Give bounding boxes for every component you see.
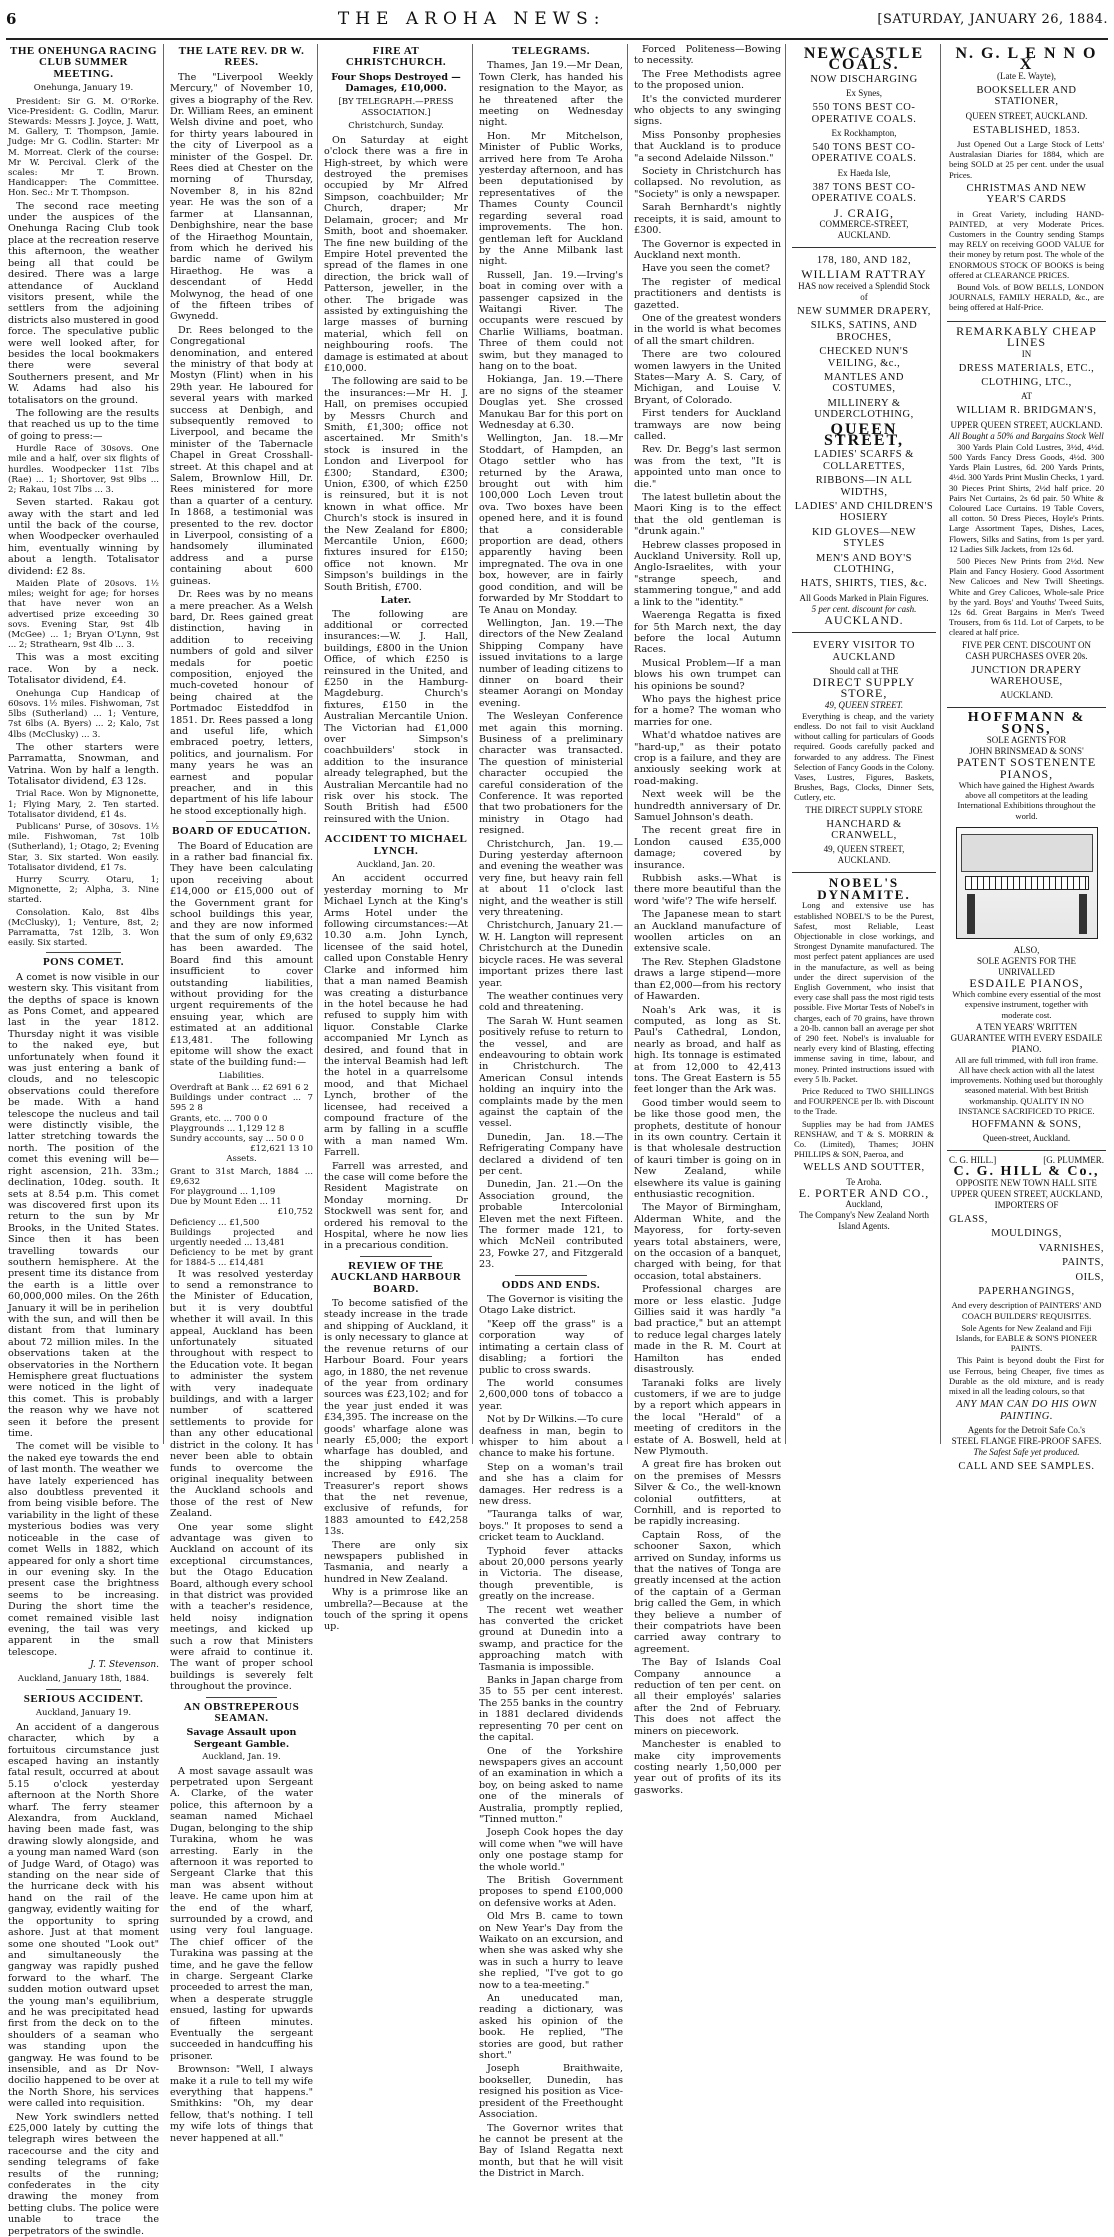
ad-line: 550 TONS BEST CO-OPERATIVE COALS. [811, 102, 917, 125]
divider [360, 1256, 432, 1257]
ledger [170, 1071, 313, 1269]
ad-advertiser: E. PORTER AND CO., [798, 1185, 930, 1200]
ad-hoffmann-pianos [947, 708, 1106, 1151]
race-result: Maiden Plate of 20sovs. 1½ miles; weight for age; for horses that have never won an advertised prize exceeding 30 sovs. Evening Star, 9st 4lb (McGee) ... 1; Bryan O'Lynn, 9st ... 2; Strathearn, 9st 4lb ... 3. [8, 579, 159, 651]
odds-item: Joseph Cook hopes the day will come when "we will have only one postage stamp for the whole world." [479, 1827, 623, 1873]
telegram-item: Thames, Jan 19.—Mr Dean, Town Clerk, has handed his resignation to the Mayor, as he threatened after the meeting on Wednesday night. [479, 60, 623, 129]
ad-body: 300 Yards Plain Cold Lustres, 3½d, 4½d. 500 Yards Fancy Dress Goods, 4½d. 300 Yards Plain Lustres, 6d. 200 Yards Prints, 4½d. 300 Yards Print Muslin Checks, 1 yard. 30 Pieces Print Shirts, 2½d half price. 20 Pairs Net Curtains, 2s 6d pair. 50 White & Coloured Lace Curtains. 19 Table Covers, all cotton. 50 Dress Pieces, Hoyle's Prints. Large Assortment Tapes, Dishes, Laces, Flowers, Silks and Satins, from 1s per yard. 12 Ladies Silk Jackets, from 12s 6d. [949, 441, 1104, 554]
ad-line: MOULDINGS, [991, 1228, 1062, 1240]
ad-line: OILS, [1075, 1271, 1104, 1283]
subheadline: Later. [380, 595, 412, 607]
odds-item: Sarah Bernhardt's nightly receipts, it is said, amount to £300. [634, 202, 781, 237]
column-divider [940, 44, 941, 1444]
ad-line: Ex Synes, [846, 88, 882, 99]
ad-line: MANTLES AND COSTUMES, [824, 371, 904, 395]
ad-body: All are full trimmed, with full iron frame. All have check action with all the latest improvements. Nothing used but thoroughly seasoned material. With best British workmanship. QUALITY IN NO INSTANCE SACRIFICED TO PRICE. [950, 1054, 1103, 1116]
ledger-row: Playgrounds ... 1,129 12 8 [170, 1123, 285, 1134]
ad-line: NOW DISCHARGING [810, 73, 918, 85]
ledger-row: Deficiency to be met by grant for 1884-5 ... £14,481 [170, 1248, 313, 1269]
headline-education: BOARD OF EDUCATION. [172, 825, 311, 838]
ad-line: SILKS, SATINS, AND BROCHES, [810, 320, 918, 343]
ad-body: And every description of PAINTERS' AND COACH BUILDERS' REQUISITES. [951, 1300, 1102, 1321]
ledger-heading: Assets. [226, 1154, 257, 1165]
telegram-item: The Wesleyan Conference met again this morning. Business of a preliminary character was transacted. The question of ministerial character occupied the careful consideration of the Conference. It was reported that two probationers for the ministry in Otago had resigned. [479, 711, 623, 837]
odds-item: The Free Methodists agree to the proposed union. [634, 68, 781, 92]
column-divider [627, 44, 628, 1444]
column-3 [320, 44, 472, 1633]
odds-item: Society in Christchurch has collapsed. No revolution, as "Society" is only a newspaper. [634, 166, 781, 200]
odds-item: Joseph Braithwaite, bookseller, Dunedin, has resigned his position as Vice-president of the Freethought Association. [479, 2063, 623, 2121]
odds-item: Taranaki folks are lively customers, if we are to judge by a report which appears in the local "Herald" of a meeting of creditors in the estate of A. Boswell, held at New Plymouth. [634, 1377, 781, 1457]
ad-address: AUCKLAND. [824, 612, 904, 627]
headline-harbour: REVIEW OF THE AUCKLAND HARBOUR BOARD. [330, 1259, 462, 1295]
ad-advertiser: HANCHARD & CRANWELL, [826, 818, 902, 842]
ad-line: A TEN YEARS' WRITTEN GUARANTEE WITH EVERY ESDAILE PIANO. [950, 1021, 1103, 1054]
ad-line: LADIES' SCARFS & COLLARETTES, [814, 449, 914, 472]
odds-item: Waerenga Regatta is fixed for 5th March next, the day before the local Autumn Races. [634, 610, 781, 656]
article-paragraph: The comet will be visible to the naked eye towards the end of last month. The weather we have lately experienced has also doubtless prevented it from being visible before. The variability in the light of these mysterious bodies was very noticeable in the case of comet Wells in 1882, which appeared for only a short time in our evening sky. In the present case the brightness seems to be increasing. During the short time the comet remained visible last evening, the tail was very apparent in the small telescope. [8, 1441, 159, 1658]
article-paragraph: The following are additional or corrected insurances:—W. J. Hall, buildings, £800 in the Union Office, of which £250 is reinsured in the United, and £250 in the Hamburg-Magdeburg. Church's fixtures, £150 in the Australian Mercantile Union. The Victorian had £1,000 over Simpson's coachbuilders' stock in addition to the insurance already telegraphed, but the Australian Mercantile had no risk over his stock. The South British had £500 reinsured with the Union. [324, 608, 468, 825]
article-paragraph: Dr. Rees was by no means a mere preacher. As a Welsh bard, Dr. Rees gained great distinction, having in addition to receiving numbers of gold and silver medals for poetic composition, enjoyed the much-coveted honour of being chaired at the Portmadoc Eisteddfod in 1851. Dr. Rees passed a long and useful life, which embraced poetry, letters, politics, and journalism. For many years he was an earnest and popular preacher, and in this department of his life labour he stood exceptionally high. [170, 589, 313, 817]
article-paragraph: A most savage assault was perpetrated upon Sergeant A. Clarke, of the water police, this afternoon by a seaman named Michael Dugan, belonging to the ship Turakina, whom he was arresting. Early in the afternoon it was reported to Sergeant Clarke that this man was absent without leave. He came upon him at the end of the wharf, surrounded by a crowd, and using very foul language. The chief officer of the Turakina was passing at the time, and he gave the fellow in charge. Sergeant Clarke proceeded to arrest the man, when a desperate struggle ensued, lasting for upwards of fifteen minutes. Eventually the sergeant succeeded in handcuffing his prisoner. [170, 1765, 313, 2062]
piano-leg [1079, 894, 1087, 934]
odds-item: The latest bulletin about the Maori King is to the effect that the old gentleman is "drunk again." [634, 492, 781, 538]
odds-item: "Keep off the grass" is a corporation way of intimating a certain class of disabling; a fortiori the public to cross swards. [479, 1318, 623, 1376]
ad-body: in Great Variety, including HAND-PAINTED, at very Moderate Prices. Customers in the Country sending Stamps may RELY on receiving GOOD VALUE for their money by return post. The whole of the ENORMOUS STOCK OF BOOKS is being offered at CLEARANCE PRICES. [949, 208, 1104, 280]
odds-item: The Mayor of Birmingham, Alderman White, and the Mayoress, for forty-seven years total abstainers, were, on the occasion of a banquet, charged with being, for that occasion, total abstainers. [634, 1202, 781, 1282]
ad-line: 178, 180, AND 182, [816, 255, 912, 267]
ad-address: Queen-street, Auckland. [982, 1133, 1071, 1144]
odds-item: The Governor is expected in Auckland next month. [634, 238, 781, 261]
ad-line: The Safest Safe yet produced. [973, 1446, 1080, 1457]
ad-address: AUCKLAND. [837, 855, 891, 866]
odds-item: The Rev. Stephen Gladstone draws a large stipend—more than £2,000—from his rectory of Hawarden. [634, 956, 781, 1003]
press-credit: [BY TELEGRAPH.—PRESS ASSOCIATION.] [338, 96, 454, 119]
ad-title: NOBEL'S DYNAMITE. [817, 875, 911, 902]
newspaper-title: THE AROHA NEWS: [337, 9, 606, 29]
ad-address: Auckland, [845, 1199, 883, 1210]
ad-address: UPPER QUEEN STREET, AUCKLAND. [950, 419, 1103, 430]
ad-line: NEW SUMMER DRAPERY, [797, 305, 931, 317]
odds-item: "Tauranga talks of war, boys." It proposes to send a cricket team to Auckland. [479, 1509, 623, 1544]
article-paragraph: One year some slight advantage was given to Auckland on account of its exceptional circumstances, but the Otago Education Board, although every school in that district was provided with a teacher's residence, held noisy indignation meetings, and kicked up such a row that Ministers were afraid to continue it. The want of proper school buildings is severely felt throughout the province. [170, 1521, 313, 1693]
author-signature: J. T. Stevenson. [89, 1660, 159, 1671]
ad-advertiser: WELLS AND SOUTTER, [803, 1162, 925, 1174]
ledger-row: Overdraft at Bank ... £2 691 6 2 [170, 1082, 309, 1093]
ad-lennox [947, 44, 1106, 322]
headline-telegrams: TELEGRAMS. [511, 45, 591, 57]
ad-line: HATS, SHIRTS, TIES, &c. [800, 578, 928, 590]
odds-item: Banks in Japan charge from 35 to 55 per cent interest. The 255 banks in the country in 1881 declared dividends representing 70 per cent on the capital. [479, 1675, 623, 1744]
telegram-item: The Sarah W. Hunt seamen positively refuse to return to the vessel, and are endeavouring to obtain work in Christchurch. The American Consul intends holding an inquiry into the complaints made by the men against the captain of the vessel. [479, 1015, 623, 1130]
piano-lid [961, 834, 1093, 872]
ad-hill-co [947, 1151, 1106, 1481]
ad-line: IMPORTERS OF [994, 1199, 1059, 1210]
column-divider [317, 44, 318, 1444]
odds-item: What'd whatdoe natives are "hard-up," as their potato crop is a failure, and they are anxiously seeking work at road-making. [634, 730, 781, 787]
ad-newcastle-coals [792, 44, 936, 248]
subheadline: Savage Assault upon Sergeant Gamble. [186, 1727, 297, 1750]
headline-comet: PONS COMET. [42, 956, 125, 969]
ad-title: REMARKABLY CHEAP LINES [956, 323, 1097, 350]
odds-item: It's the convicted murderer who objects to any swinging signs. [634, 93, 781, 128]
ad-rattray [792, 248, 936, 633]
ad-line: CHECKED NUN'S VEILING, &c., [819, 346, 909, 369]
ad-title: HOFFMANN & SONS, [967, 710, 1086, 737]
divider [46, 1689, 122, 1690]
ad-line: C. G. HILL.] [949, 1155, 997, 1166]
ad-line: STEEL FLANGE FIRE-PROOF SAFES. [951, 1435, 1102, 1446]
ad-address: COMMERCE-STREET, AUCKLAND. [819, 219, 909, 241]
odds-item: An uneducated man, reading a dictionary, was asked his opinion of the book. He replied, "The stories are good, but rather short." [479, 1993, 623, 2062]
article-paragraph: Why is a primrose like an umbrella?—Because at the touch of the spring it opens up. [324, 1587, 468, 1633]
headline-lynch: ACCIDENT TO MICHAEL LYNCH. [324, 833, 468, 857]
ledger-heading: Liabilities. [218, 1070, 265, 1081]
ad-line: VARNISHES, [1038, 1242, 1104, 1254]
odds-item: Captain Ross, of the schooner Saxon, which arrived on Sunday, informs us that the natives of Tonga are greatly incensed at the action of the captain of a German brig called the Gem, in which they believe a number of their compatriots have been carried away contrary to agreement. [634, 1529, 781, 1655]
column-5 [630, 44, 785, 1796]
ad-body: Supplies may be had from JAMES RENSHAW, and T & S. MORRIN & Co. (Limited), Thames; JOHN PHILLIPS & SON, Paeroa, and [794, 1118, 934, 1160]
ad-advertiser: JUNCTION DRAPERY WAREHOUSE, [971, 664, 1082, 687]
odds-item: The Japanese mean to start an Auckland manufacture of woollen articles on an extensive scale. [634, 909, 781, 955]
ad-title: C. G. HILL & Co., [953, 1164, 1100, 1180]
ad-line: EVERY VISITOR TO AUCKLAND [813, 640, 915, 663]
ad-advertiser: J. CRAIG, [833, 205, 894, 220]
odds-item: Typhoid fever attacks about 20,000 persons yearly in Victoria. The disease, though preventible, is greatly on the increase. [479, 1545, 623, 1603]
divider [46, 952, 122, 953]
race-result: Hurdle Race of 30sovs. One mile and a half, over six flights of hurdles. Woodpecker 11st 7lbs (Rae) ... 1; Shortover, 9st 9lbs ... 2; Rakau, 10st 7lbs ... 3. [8, 444, 159, 495]
ad-line: CLOTHING, LTC., [981, 376, 1072, 388]
telegram-item: Russell, Jan. 19.—Irving's boat in coming over with a passenger capsized in the Waitangi River. The occupants were rescued by Charlie Williams, boatman. Three of them could not swim, but they managed to hang on to the boat. [479, 269, 623, 372]
race-result: Consolation. Kalo, 8st 4lbs (McClusky), 1; Venture, 8st, 2; Parramatta, 7st 12lb, 3. Won easily. Six started. [8, 907, 159, 949]
ad-line: All Bought a 50% and Bargains Stock Well [949, 430, 1104, 441]
ad-advertiser: HOFFMANN & SONS, [971, 1119, 1082, 1131]
ad-line: KID GLOVES—NEW STYLES [811, 526, 917, 550]
telegram-item: Hon. Mr Mitchelson, Minister of Public Works, arrived here from Te Aroha yesterday afternoon, and has been deputationised by representatives of the Thames County Council regarding several road improvements. The hon. gentleman left for Auckland by the Anne Milbank last night. [479, 130, 623, 268]
race-result: Publicans' Purse, of 30sovs. 1½ mile. Fishwoman, 7st 10lb (Sutherland), 1; Otago, 2; Evening Star, 3. Six started. Won easily. Totalisator dividend, £1 7s. [8, 821, 159, 873]
article-paragraph: To become satisfied of the steady increase in the trade and shipping of Auckland, it is only necessary to glance at the revenue returns of our Harbour Board. Four years ago, in 1880, the net revenue of the year from ordinary sources was £23,102; and for the year just ended it was £34,395. The increase on the goods' wharfage alone was nearly £5,000; the export wharfage has doubled, and the shipping wharfage increased by £916. The Treasurer's report shows that the net revenue, exclusive of refunds, for 1883 amounted to £42,258 13s. [324, 1298, 468, 1538]
odds-item: The register of medical practitioners and dentists is gazetted. [634, 276, 781, 311]
dateline: Onehunga, January 19. [33, 83, 134, 94]
ad-body: Price Reduced to TWO SHILLINGS and FOURPENCE per lb. with Discount to the Trade. [794, 1085, 934, 1117]
ad-line: The Company's New Zealand North Island Agents. [798, 1210, 930, 1232]
race-result: Hurry Scurry. Otaru, 1; Mignonette, 2; Alpha, 3. Nine started. [8, 874, 159, 906]
ad-body: This Paint is beyond doubt the First for use Ferrous, being Cheaper, five times as Durable as the old mixture, and is ready mixed in all the leading colours, so that [949, 1355, 1104, 1396]
ledger-row: Buildings under contract ... 7 595 2 8 [170, 1093, 313, 1114]
ad-line: MILLINERY & UNDERCLOTHING, [814, 397, 914, 421]
ad-body: Which combine every essential of the most expensive instrument, together with moderate cost. [952, 989, 1101, 1020]
ad-line: IN [1021, 348, 1032, 359]
ad-body: 500 Pieces New Prints from 2½d. New Plain and Fancy Hosiery. Good Assortment New Calicoes and New Twill Sheetings. White and Grey Calicoes, Whole-sale Price by the yard. Boys' and Youths' Tweed Suits, 12s 6d. Great Bargains in Men's Tweed Trousers, from 6s 11d. Lot of Carpets, to be cleared at half price. [949, 555, 1104, 638]
ad-body: Everything is cheap, and the variety endless. Do not fail to visit Auckland without calling for particulars of Goods required. Goods carefully packed and forwarded to any address. The Finest Selection of Fancy Goods in the Colony. Vases, Lustres, Figures, Baskets, Brushes, Bags, Clocks, Dinner Sets, Cutlery, etc. [794, 710, 934, 803]
article-paragraph: This was a most exciting race. Won by a neck. Totalisator dividend, £4. [8, 652, 159, 687]
ad-line: SOLE AGENTS FOR [986, 735, 1067, 746]
ad-title: PATENT SOSTENENTE PIANOS, [956, 755, 1097, 781]
ad-line: SOLE AGENTS FOR THE UNRIVALLED [976, 955, 1077, 977]
column-divider [785, 44, 786, 1444]
column-2 [166, 44, 317, 2144]
ad-advertiser: WILLIAM R. BRIDGMAN'S, [956, 405, 1097, 417]
odds-item: Have you seen the comet? [642, 263, 770, 275]
article-paragraph: The second race meeting under the auspices of the Onehunga Racing Club took place at the recreation reserve this afternoon, the weather being all that could be desired. There was a large attendance of Auckland visitors present, while the settlers from the adjoining districts also mustered in good force. The speculative public were well looked after, for besides the local bookmakers there were several Southerners present, and Mr W. Adams had also his totalisators on the ground. [8, 200, 159, 406]
ledger-total: £12,621 13 10 [250, 1144, 313, 1155]
ad-line: PAINTS, [1062, 1257, 1104, 1269]
odds-item: Noah's Ark was, it is computed, as long as St. Paul's Cathedral, London, nearly as broad, and half as high. Its tonnage is estimated at from 12,000 to 42,413 tons. The Great Eastern is 55 feet longer than the Ark was. [634, 1004, 781, 1096]
ad-line: AT [1021, 391, 1032, 402]
ad-line: 5 per cent. discount for cash. [811, 603, 917, 614]
ad-title: NEWCASTLE COALS. [803, 45, 925, 74]
headline-fire: FIRE AT CHRISTCHURCH. [345, 45, 447, 69]
ad-body: Just Opened Out a Large Stock of Letts' Australasian Diaries for 1884, which are being SOLD at 25 per cent. under the usual Prices. [949, 139, 1104, 180]
telegram-item: Dunedin, Jan. 18.—The Refrigerating Company have declared a dividend of ten per cent. [479, 1131, 623, 1177]
headline-rees: THE LATE REV. DR W. REES. [178, 45, 305, 69]
headline-odds: ODDS AND ENDS. [501, 1278, 601, 1291]
ad-line: Should call at THE [829, 666, 899, 677]
odds-item: Next week will be the hundredth anniversary of Dr. Samuel Johnson's death. [634, 789, 781, 823]
article-paragraph: New York swindlers netted £25,000 lately by cutting the telegraph wires between the racecourse and the city and sending telegrams of fake results of the running; confederates in the city drawing the money from betting clubs. The police were unable to trace the perpetrators of the swindle. [8, 2111, 159, 2237]
article-paragraph: There are only six newspapers published in Tasmania, and nearly a hundred in New Zealand. [324, 1539, 468, 1585]
ad-line: FIVE PER CENT. DISCOUNT ON CASH PURCHASES OVER 20s. [962, 639, 1091, 661]
ad-title: ESDAILE PIANOS, [969, 975, 1084, 990]
headline-accident: SERIOUS ACCIDENT. [23, 1692, 144, 1705]
divider [360, 829, 432, 830]
odds-item: Good timber would seem to be like those good men, the prophets, destitute of honour in its own country. Certain it is that wholesale destruction of kauri timber is going on in New Zealand, while elsewhere its value is gaining enthusiastic recognition. [634, 1097, 781, 1200]
ad-address: Te Aroha. [846, 1176, 882, 1187]
ad-line: ESTABLISHED, 1853. [972, 124, 1081, 136]
ad-bridgman [947, 322, 1106, 709]
article-paragraph: Dr. Rees belonged to the Congregational denomination, and entered the ministry of that body at Mostyn (Flint) when in his 29th year. He laboured for several years with marked success at Denbigh, and subsequently removed to Liverpool, and became the minister of the Tabernacle Chapel in Great Crosshall-street. At this chapel and at Salem, Brownlow Hill, Dr. Rees ministered for more than a quarter of a century. In 1868, a testimonial was presented to the rev. doctor in Liverpool, consisting of a handsomely illuminated address and a purse containing about 600 guineas. [170, 324, 313, 587]
ad-line: PAPERHANGINGS, [978, 1285, 1075, 1297]
article-paragraph: Seven started. Rakau got away with the start and led until the back of the course, when Woodpecker overhauled him, eventually winning by about a length. Totalisator dividend: £2 8s. [8, 497, 159, 577]
ad-line: Agents for the Detroit Safe Co.'s [967, 1424, 1086, 1435]
telegram-item: Christchurch, Jan. 19.—During yesterday afternoon and evening the weather was very fine, but heavy rain fell at about 11 o'clock last night, and the weather is still very threatening. [479, 838, 623, 919]
masthead-rule [6, 38, 1108, 40]
ledger-row: Deficiency ... £1,500 [170, 1217, 260, 1228]
odds-item: The Governor writes that he cannot be present at the Bay of Island Regatta next month, but that he will visit the District in March. [479, 2122, 623, 2180]
odds-item: The recent wet weather has converted the cricket ground at Dunedin into a swamp, and practice for the approaching match with Tasmania is impossible. [479, 1604, 623, 1673]
article-paragraph: The following are said to be the insurances:—Mr H. J. Hall, on premises occupied by Messrs Church and Smith, £1,300; office not ascertained. Mr Smith's stock is insured in the London and Liverpool for £300; Standard, £300; Union, £300, of which £250 is reinsured, but it is not known in what office. Mr Church's stock is insured in the New Zealand for £800; Mercantile Union, £600; fixtures insured for £150; office not known. Mr Simpson's buildings in the South British, £700. [324, 376, 468, 593]
odds-item: Hebrew classes proposed in Auckland University. Roll up, Anglo-Israelites, with your "strange speech, and stammering tongue," and add a link to the "identity." [634, 539, 781, 608]
telegram-item: Christchurch, January 21.—W. H. Langton will represent Christchurch at the Dunedin bicycle races. He was several important prizes there last year. [479, 920, 623, 989]
odds-item: Not by Dr Wilkins.—To cure deafness in man, begin to whisper to him about a chance to make his fortune. [479, 1414, 623, 1460]
piano-leg [967, 894, 975, 934]
column-7-ads [943, 44, 1110, 1472]
odds-item: The recent great fire in London caused £35,000 damage; covered by insurance. [634, 825, 781, 871]
article-paragraph: On Saturday at eight o'clock there was a fire in High-street, by which were destroyed the premises occupied by Mr Alfred Simpson, coachbuilder; Mr Church, draper; Mr Delamain, grocer; and Mr Smith, boot and shoemaker. The fine new building of the Empire Hotel prevented the spread of the flames in one direction, the brick wall of Patterson, jeweller, in the other. The brigade was assisted by extinguishing the large masses of burning material, which fell on neighbouring roofs. The damage is estimated at about £10,000. [324, 134, 468, 374]
ad-line: 387 TONS BEST CO-OPERATIVE COALS. [811, 181, 917, 205]
odds-item: The world consumes 2,600,000 tons of tobacco a year. [479, 1377, 623, 1412]
ad-address: UPPER QUEEN STREET, AUCKLAND, [950, 1188, 1103, 1199]
divider [515, 1275, 587, 1276]
article-paragraph: An accident of a dangerous character, which by a fortuitous circumstance just escaped having an instantly fatal result, occurred at about 5.15 o'clock yesterday afternoon at the North Shore wharf. The ferry steamer Alexandra, from Auckland, having been made fast, was drawing slowly alongside, and a young man named Ward (son of Judge Ward, of Otago) was standing on the near side of the hurricane deck with his hand on the rail of the gangway, evidently waiting for the opportunity to spring ashore. Just at that moment some one shouted "Look out" and simultaneously the gangway was rapidly pushed forward to the wharf. The sudden motion outward upset the young man's equilibrium, and he was precipitated head first from the deck on to the shoulders of a seaman who was standing upon the gangway. He was found to be insensible, and as Dr Nov-docilio happened to be over at the North Shore, his services were called into requisition. [8, 1721, 159, 2110]
ledger-row: For playground ... 1,109 [170, 1186, 276, 1197]
ad-body: Which have gained the Highest Awards above all competitors at the leading International Exhibitions throughout the world. [957, 780, 1096, 821]
ad-line: Ex Rockhampton, [831, 128, 897, 139]
odds-item: The British Government proposes to spend £100,000 on defensive works at Aden. [479, 1874, 623, 1909]
race-result: Trial Race. Won by Mignonette, 1; Flying Mary, 2. Ten started. Totalisator dividend, £1 4s. [8, 789, 159, 820]
odds-item: There are two coloured women lawyers in the United States—Mary A. S. Cary, of Michigan, and Louise V. Bryant, of Colorado. [634, 349, 781, 406]
odds-item: Professional charges are more or less elastic. Judge Gillies said it was hardly "a bad practice," but an attempt to reduce legal charges lately made in the R. M. Court at Hamilton has ended disastrously. [634, 1284, 781, 1376]
odds-item: Manchester is enabled to make city improvements costing nearly 1,50,000 per year out of profits of its its gasworks. [634, 1739, 781, 1796]
odds-item: The Bay of Islands Coal Company announce a reduction of ten per cent. on all their employés' salaries after the 2nd of February. This does not affect the miners on piecework. [634, 1657, 781, 1737]
ad-advertiser: WILLIAM RATTRAY [801, 267, 927, 282]
odds-item: A great fire has broken out on the premises of Messrs Silver & Co., the well-known colonial outfitters, at Cornhill, and is reported to be rapidly increasing. [634, 1459, 781, 1528]
divider [206, 821, 278, 822]
ad-line: 540 TONS BEST CO-OPERATIVE COALS. [811, 142, 917, 165]
ad-line: ALSO, [1013, 944, 1040, 955]
telegram-item: Dunedin, Jan. 21.—On the Association ground, the probable Intercolonial Eleven met the next Fifteen. The former made 121, to which McNeil contributed 23, Fowke 27, and Fitzgerald 23. [479, 1179, 623, 1271]
odds-item: Who pays the highest price for a home? The woman who marries for one. [634, 693, 781, 728]
article-paragraph: Farrell was arrested, and the case will come before the Resident Magistrate on Monday morning. Dr Stockwell was sent for, and ordered his removal to the Hospital, where he now lies in a precarious condition. [324, 1160, 468, 1252]
ad-line: All Goods Marked in Plain Figures. [799, 592, 929, 603]
column-divider [472, 44, 473, 1444]
ad-line: DRESS MATERIALS, ETC., [958, 362, 1095, 374]
ad-line: RIBBONS—IN ALL WIDTHS, [815, 475, 913, 498]
telegram-item: Hokianga, Jan. 19.—There are no signs of the steamer Douglas yet. She crossed Manukau Bar for this port on Wednesday at 6.30. [479, 374, 623, 431]
ad-body: Long and extensive use has established NOBEL'S to be the Purest, Safest, most Reliable, Least Objectionable in close workings, and Strongest Dynamite manufactured. The most perfect patent appliances are used in the manufacture, as well as being under the direct supervision of the English Government, who insist that every case shall pass the most rigid tests possible. Five Mortar Tests of Nobel's in charges, each of 70 grains, have thrown a 20-lb. cannon ball an average per shot of 290 feet. Nobel's is invaluable for nearly every kind of Blasting, effecting immense saving in time, labour, and money. Printed instructions issued with every 5 lb. Packet. [794, 900, 934, 1084]
ad-line: OPPOSITE NEW TOWN HALL SITE [956, 1177, 1097, 1188]
page-number: 6 [6, 10, 17, 28]
ad-line: [G. PLUMMER. [1043, 1155, 1104, 1166]
ledger-row: Sundry accounts, say ... 50 0 0 [170, 1133, 304, 1144]
column-1 [4, 44, 163, 2237]
article-paragraph: The other starters were Parramatta, Snowman, and Vatrina. Won by half a length. Totalisator dividend, £3 12s. [8, 741, 159, 787]
ad-address: QUEEN STREET, AUCKLAND. [965, 110, 1088, 121]
ad-title: DIRECT SUPPLY STORE, [812, 675, 916, 701]
ledger-row: Due by Mount Eden ... 11 [170, 1197, 282, 1208]
odds-item: Rubbish asks.—What is there more beautiful than the word 'wife'? The wife herself. [634, 873, 781, 907]
article-paragraph: It was resolved yesterday to send a remonstrance to the Minister of Education, but it is very doubtful whether it will avail. In this appeal, Auckland has been unfortunately situated throughout with respect to the Education vote. It began to administer the system with very inadequate buildings, and with a larger number of scattered settlements to provide for than any other educational district in the colony. It has never been able to obtain funds to overcome the original inequality between the Auckland schools and those of the rest of New Zealand. [170, 1268, 313, 1520]
dateline: Auckland, January 18th, 1884. [17, 1673, 150, 1684]
odds-item: Step on a woman's trail and she has a claim for damages. Her redress is a new dress. [479, 1461, 623, 1507]
ad-title: QUEEN STREET, [824, 420, 904, 449]
odds-item: First tenders for Auckland tramways are now being called. [634, 408, 781, 442]
telegram-item: Wellington, Jan. 19.—The directors of the New Zealand Shipping Company have issued invitations to a large number of leading citizens to dinner on board their steamer Aorangi on Monday evening. [479, 617, 623, 709]
ad-line: CALL AND SEE SAMPLES. [958, 1460, 1095, 1472]
ad-line: JOHN BRINSMEAD & SONS' [969, 746, 1084, 757]
telegram-item: Wellington, Jan. 18.—Mr Stoddart, of Hampden, an Otago settler who has returned by the Arawa, brought out with him 100,000 Loch Leven trout ova. Two boxes have been opened here, and it is found that a considerable proportion are dead, others apparently having been impregnated. The ova in one box, however, are in fairly good condition, and will be forwarded by Mr Stoddart to Te Anau on Monday. [479, 433, 623, 616]
ad-line: MEN'S AND BOY'S CLOTHING, [816, 552, 912, 575]
ad-address: 49, QUEEN STREET. [824, 699, 904, 710]
odds-item: The Governor is visiting the Otago Lake district. [479, 1294, 623, 1317]
ad-line: Ex Haeda Isle, [837, 167, 891, 178]
article-paragraph: A comet is now visible in our western sky. This visitant from the depths of space is known as Pons Comet, and appeared last in the year 1812. Thursday night it was visible to the naked eye, but unfortunately when found it was just entering a bank of clouds, and no telescopic observations could therefore be made. With a hand telescope the nucleus and tail were distinctly visible, the latter stretching towards the north. The position of the comet this evening will be—right ascension, 21h. 33m.; declination, 10deg. south. It sets at 8.54 p.m. This comet was discovered first upon its return to the sun by Mr Brooks, in the United States. Since then it has been travelling towards our southern hemisphere. At the present time its distance from the earth is a little over 60,000,000 miles. On the 26th January it will be in perihelion with the sun, and will then be distant from that luminary about 72 million miles. In the observations taken at the observatories in the Northern Hemisphere great fluctuations were noticed in the light of this comet. This is probably the reason why we have not seen it before the present time. [8, 971, 159, 1440]
divider [206, 1697, 278, 1698]
masthead [0, 0, 1114, 38]
headline-seaman: AN OBSTREPEROUS SEAMAN. [183, 1700, 300, 1725]
ad-line: CHRISTMAS AND NEW YEAR'S CARDS [966, 182, 1087, 206]
odds-item: Old Mrs B. came to town on New Year's Day from the Waikato on an excursion, and when she was asked why she was in such a hurry to leave she replied, "I've got to go now to a tea-meeting." [479, 1911, 623, 1991]
ad-title: N. G. L E N N O X [955, 45, 1098, 74]
headline-racing: THE ONEHUNGA RACING CLUB SUMMER MEETING. [9, 45, 158, 80]
subheadline: Four Shops Destroyed — Damages, £10,000. [331, 71, 461, 95]
ad-line: BOOKSELLER AND STATIONER, [976, 84, 1077, 108]
ad-line: (Late E. Wayte), [996, 70, 1057, 81]
column-divider [163, 44, 164, 1444]
article-paragraph: The "Liverpool Weekly Mercury," of November 10, gives a biography of the Rev. Dr. William Rees, an eminent Welsh divine and poet, who for thirty years laboured in the city of Liverpool as a minister of the Gospel. Dr. Rees died at Chester on the morning of Thursday, November 8, in his 82nd year. He was the son of a farmer at Llansannan, Denbighshire, near the base of the Hiraethog Mountain, from which he derived his bardic name of Gwilym Hiraethog. He was a descendant of Hedd Molwynog, the head of one of the fifteen tribes of Gwynedd. [170, 71, 313, 323]
odds-item: Miss Ponsonby prophesies that Auckland is to produce "a second Adelaide Nilsson." [634, 129, 781, 164]
article-paragraph: Brownson: "Well, I always make it a rule to tell my wife everything that happens." Smithkins: "Oh, my dear fellow, that's nothing. I tell my wife lots of things that never happened at all." [170, 2064, 313, 2144]
ledger-row: Buildings projected and urgently needed ... 13,481 [170, 1227, 313, 1248]
odds-item: One of the greatest wonders in the world is what becomes of all the smart children. [634, 312, 781, 347]
article-paragraph: The following are the results that reached us up to the time of going to press:— [8, 407, 159, 442]
ad-address: 49, QUEEN STREET, [823, 844, 905, 855]
ledger-row: Grant to 31st March, 1884 ... £9,632 [170, 1166, 313, 1187]
dateline: Auckland, Jan. 19. [202, 1752, 281, 1763]
odds-item: Forced Politeness—Bowing to necessity. [634, 44, 781, 67]
ad-nobels-dynamite [792, 873, 936, 1238]
article-paragraph: President: Sir G. M. O'Rorke. Vice-President: G. Codlin, Marur. Stewards: Messrs J. Joyce, J. Watt, M. Gallery, T. Thompson, Jamie. Judge: Mr G. Codlin. Starter: Mr M. Morreat. Clerk of the course: Mr W. Percival. Clerk of the scales: Mr T. Brown. Handicapper: The Committee. Hon. Sec.: Mr T. Thompson. [8, 96, 159, 199]
column-4 [475, 44, 627, 2180]
ad-line: THE DIRECT SUPPLY STORE [805, 804, 923, 815]
ad-body: Sole Agents for New Zealand and Fiji Islands, for EABLE & SON'S PIONEER PAINTS. [955, 1322, 1098, 1354]
odds-item: One of the Yorkshire newspapers gives an account of an examination in which a boy, on being asked to name one of the minerals of Australia, promptly replied, "Tinned mutton." [479, 1745, 623, 1825]
race-result: Onehunga Cup Handicap of 60sovs. 1½ miles. Fishwoman, 7st 5lbs (Sutherland) ... 1; Venture, 7st 6lbs (A. Byers) ... 2; Kalo, 7st 4lbs (McClusky) ... 3. [8, 688, 159, 740]
dateline: Christchurch, Sunday. [348, 121, 444, 132]
article-paragraph: An accident occurred yesterday morning to Mr Michael Lynch at the King's Arms Hotel under the following circumstances:—At 10.30 a.m. John Lynch, licensee of the said hotel, called upon Constable Henry Clarke and informed him that a man named Beamish was creating a disturbance in the hotel because he had refused to supply him with liquor. Constable Clarke accompanied Mr Lynch as desired, and found that in the interval Beamish had left the hotel in a quarrelsome mood, and that Michael Lynch, brother of the licensee, had received a compound fracture of the arm by falling in a scuffle with a man named Wm. Farrell. [324, 873, 468, 1159]
odds-item: Rev. Dr. Begg's last sermon was from the text, "It is appointed unto man once to die." [634, 444, 781, 490]
piano-illustration [956, 827, 1098, 939]
ledger-row: Grants, etc. ... 700 0 0 [170, 1113, 268, 1124]
issue-date: [SATURDAY, JANUARY 26, 1884. [877, 11, 1108, 27]
telegram-item: The weather continues very cold and threatening. [479, 990, 623, 1014]
dateline: Auckland, January 19. [35, 1708, 132, 1719]
article-paragraph: The Board of Education are in a rather bad financial fix. They have been calculating upon receiving about £14,000 or £15,000 out of the Government grant for school buildings this year, and they are now informed that the sum of only £9,632 has been awarded. The Board find this amount insufficient to cover outstanding liabilities, without providing for the urgent requirements of the ensuing year, which are estimated at an additional £13,481. The following epitome will show the exact state of the building fund:— [170, 840, 313, 1069]
piano-keys [965, 876, 1089, 890]
ledger-total: £10,752 [277, 1207, 313, 1218]
ad-line: ANY MAN CAN DO HIS OWN PAINTING. [956, 1399, 1097, 1422]
ad-line: LADIES' AND CHILDREN'S HOSIERY [794, 500, 934, 524]
ad-address: AUCKLAND. [1000, 690, 1053, 701]
ad-line: GLASS, [949, 1213, 988, 1225]
column-6-ads [788, 44, 940, 1449]
dateline: Auckland, Jan. 20. [356, 860, 436, 871]
odds-item: Musical Problem—If a man blows his own trumpet can his opinions be sound? [634, 657, 781, 692]
ad-body: Bound Vols. of BOW BELLS, LONDON JOURNALS, FAMILY HERALD, &c., are being offered at Half-Price. [949, 282, 1104, 313]
ad-direct-supply-store [792, 633, 936, 873]
ad-line: HAS now received a Splendid Stock of [798, 280, 930, 302]
